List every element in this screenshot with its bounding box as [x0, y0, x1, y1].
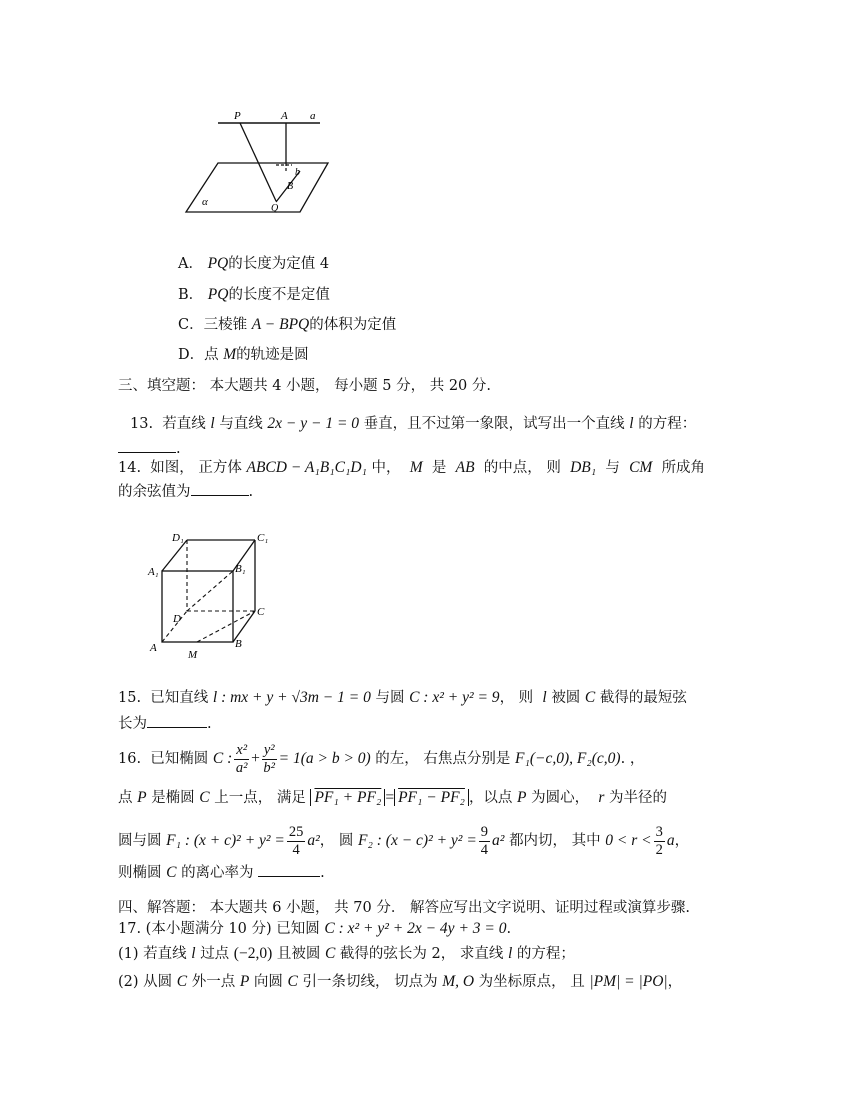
- label-D1: D₁: [172, 532, 184, 544]
- segment-CM: [197, 611, 255, 642]
- label-C: C: [257, 606, 265, 618]
- label-D: D: [173, 613, 181, 625]
- q15-answer-blank[interactable]: [147, 713, 207, 728]
- label-M: M: [188, 649, 198, 661]
- option-a: A． PQ的长度为定值 4: [178, 255, 330, 272]
- option-a-text: 的长度为定值 4: [228, 256, 330, 272]
- q15-circle-equation: C : x² + y² = 9: [409, 689, 500, 706]
- line-PQ: [240, 123, 276, 201]
- question-17-part1: (1) 若直线 l 过点 (−2,0) 且被圆 C 截得的弦长为 2， 求直线 l 的方程；: [118, 945, 575, 962]
- question-14-line1: 14. 如图， 正方体 ABCD − A₁B₁C₁D₁ 中， M 是 AB 的中点， 则 DB₁ 与 CM 所成角: [118, 459, 706, 476]
- label-b: b: [295, 167, 300, 178]
- question-15-line1: 15. 已知直线 l : mx + y + √3m − 1 = 0 与圆 C : x² + y² = 9， 则 l 被圆 C 截得的最短弦: [118, 689, 687, 706]
- label-B: B: [235, 638, 242, 650]
- label-C1: C₁: [257, 532, 269, 544]
- figure-plane-lines: [180, 105, 340, 217]
- option-c-math: A − BPQ: [251, 316, 310, 333]
- question-17-part2: (2) 从圆 C 外一点 P 向圆 C 引一条切线， 切点为 M, O 为坐标原点， 且 |PM| = |PO|，: [118, 973, 683, 990]
- option-c: C．三棱锥 A − BPQ的体积为定值: [178, 316, 397, 333]
- label-B: B: [287, 181, 294, 192]
- question-16-line2: 点 P 是椭圆 C 上一点， 满足 PF₁ + PF₂ = PF₁ − PF₂ ，以点 P 为圆心， r 为半径的: [118, 789, 667, 806]
- q14-answer-blank[interactable]: [191, 481, 249, 496]
- option-d: D．点 M的轨迹是圆: [178, 346, 309, 363]
- option-b-text: 的长度不是定值: [228, 287, 330, 303]
- question-14-line2: 的余弦值为 .: [118, 481, 253, 502]
- q15-line-equation: l : mx + y + √3m − 1 = 0: [212, 689, 371, 706]
- question-17-head: 17. (本小题满分 10 分) 已知圆 C : x² + y² + 2x − 4y + 3 = 0.: [118, 920, 512, 937]
- segment-DB1: [187, 571, 233, 611]
- question-13-line1: 13. 若直线 l 与直线 2x − y − 1 = 0 垂直，且不过第一象限，试写出一个直线 l 的方程：: [130, 415, 697, 432]
- figure-cube: [145, 527, 280, 662]
- option-b: B． PQ的长度不是定值: [178, 286, 330, 303]
- label-alpha: α: [202, 196, 208, 208]
- q16-answer-blank[interactable]: [258, 862, 320, 877]
- label-A: A: [281, 110, 288, 122]
- label-a: a: [310, 110, 316, 122]
- question-15-line2: 长为 .: [118, 713, 212, 734]
- label-P: P: [234, 110, 241, 122]
- section-3-heading: 三、填空题： 本大题共 4 小题， 每小题 5 分， 共 20 分.: [118, 378, 491, 394]
- section-4-heading: 四、解答题： 本大题共 6 小题， 共 70 分． 解答应写出文字说明、证明过程或演算步骤.: [118, 900, 691, 916]
- label-Q: Q: [271, 203, 279, 214]
- question-16-line3: 圆与圆 F₁ : (x + c)² + y² = $\frac{25}{4}$ a²， 圆 F₂ : (x − c)² + y² = $\frac{9}{4}$ a² 都内切， 其中 0 < r < $\frac{3}{2}$ a，: [118, 823, 690, 858]
- q17-circle-equation: C : x² + y² + 2x − 4y + 3 = 0: [324, 920, 507, 937]
- question-13-line2: .: [118, 438, 181, 459]
- option-d-text: 的轨迹是圆: [236, 347, 309, 363]
- question-16-line1: 16. 已知椭圆 C : $\frac{\text{x²}}{\text{a²}}$ + $\frac{\text{y²}}{\text{b²}}$ = 1(a > b > 0) 的左， 右焦点分别是 F₁(−c,0), F₂(c,0). ，: [118, 741, 645, 776]
- q13-answer-blank[interactable]: [118, 438, 176, 453]
- option-b-math: PQ: [207, 286, 229, 303]
- cube-front-face: [162, 571, 233, 642]
- label-A: A: [150, 642, 157, 654]
- label-A1: A₁: [148, 566, 159, 578]
- q16-foci: F₁(−c,0), F₂(c,0): [515, 750, 621, 767]
- label-B1: B₁: [235, 563, 246, 575]
- question-16-line4: 则椭圆 C 的离心率为 .: [118, 864, 325, 881]
- option-c-text: 的体积为定值: [309, 317, 397, 333]
- option-d-math: M: [223, 346, 237, 363]
- q13-equation: 2x − y − 1 = 0: [267, 415, 360, 432]
- option-a-math: PQ: [207, 255, 229, 272]
